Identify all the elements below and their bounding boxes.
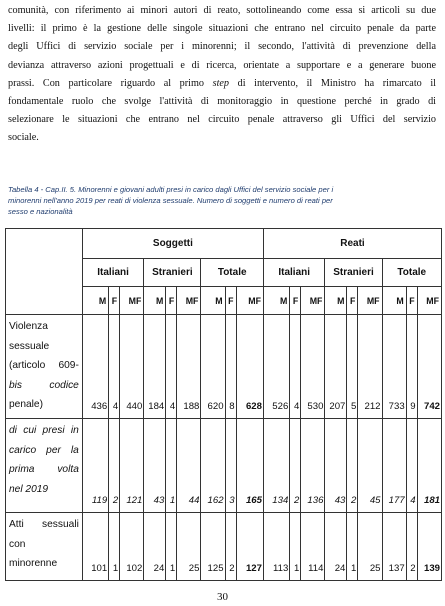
cell-value: 177 — [382, 419, 406, 513]
header-mf: MF — [301, 287, 325, 315]
cell-value: 184 — [144, 315, 166, 419]
data-table — [5, 228, 442, 581]
header-m: M — [82, 287, 108, 315]
caption-line: minorenni nell'anno 2019 per reati di violenza sessuale. Numero di soggetti e numero di reati per — [8, 196, 333, 206]
cell-value: 742 — [417, 315, 441, 419]
cell-value: 127 — [236, 513, 263, 581]
row-label — [6, 513, 83, 581]
paragraph-line: fondamentale ruolo che svolge l'attività di monitoraggio in questione perché in grado di — [8, 96, 436, 108]
row-label-line: Violenza — [9, 321, 48, 332]
caption-line: sesso e nazionalità — [8, 207, 73, 217]
paragraph-text: di intervento, il Ministro ha rimarcato il — [229, 77, 437, 89]
header-f: F — [109, 287, 120, 315]
cell-value: 25 — [358, 513, 382, 581]
header-f: F — [406, 287, 417, 315]
cell-value: 628 — [236, 315, 263, 419]
cell-value: 101 — [82, 513, 108, 581]
cell-value: 2 — [406, 513, 417, 581]
cell-value: 1 — [109, 513, 120, 581]
header-mf: MF — [177, 287, 201, 315]
cell-value: 1 — [347, 513, 358, 581]
row-label-text: bis codice — [9, 379, 79, 391]
cell-value: 2 — [109, 419, 120, 513]
cell-value: 44 — [177, 419, 201, 513]
header-mf: MF — [236, 287, 263, 315]
row-label-line: (articolo 609- — [9, 360, 79, 371]
cell-value: 436 — [82, 315, 108, 419]
cell-value: 136 — [301, 419, 325, 513]
header-mf: MF — [120, 287, 144, 315]
header-mf: MF — [358, 287, 382, 315]
cell-value: 733 — [382, 315, 406, 419]
paragraph-line: degli Uffici di servizio sociale per i minorenni; il secondo, l'attività di prevenzione della — [8, 41, 436, 53]
row-label — [6, 419, 83, 513]
table-row — [6, 513, 442, 581]
cell-value: 3 — [225, 419, 236, 513]
paragraph-line: selezionare le situazioni che entrano nel circuito penale attraverso gli Uffici del servizio — [8, 114, 436, 126]
header-stranieri: Stranieri — [325, 259, 382, 287]
paragraph-text: prassi. Con particolare riguardo al primo — [8, 77, 213, 89]
paragraph-italic-word: step — [212, 77, 230, 89]
table-row — [6, 315, 442, 419]
cell-value: 24 — [144, 513, 166, 581]
header-m: M — [201, 287, 225, 315]
cell-value: 1 — [290, 513, 301, 581]
table-caption — [8, 184, 438, 218]
row-label-line: minorenne — [9, 558, 58, 569]
cell-value: 102 — [120, 513, 144, 581]
header-totale: Totale — [382, 259, 441, 287]
cell-value: 2 — [290, 419, 301, 513]
cell-value: 5 — [347, 315, 358, 419]
cell-value: 4 — [166, 315, 177, 419]
row-label-line: di cui presi in — [9, 425, 79, 436]
row-label-line — [9, 376, 79, 396]
cell-value: 165 — [236, 419, 263, 513]
cell-value: 121 — [120, 419, 144, 513]
cell-value: 45 — [358, 419, 382, 513]
row-label-line: prima volta — [9, 464, 79, 475]
cell-value: 139 — [417, 513, 441, 581]
cell-value: 119 — [82, 419, 108, 513]
cell-value: 162 — [201, 419, 225, 513]
header-m: M — [263, 287, 289, 315]
row-label-line: carico per la — [9, 444, 79, 456]
paragraph-line: sociale. — [8, 132, 39, 144]
header-reati: Reati — [263, 229, 441, 259]
cell-value: 4 — [406, 419, 417, 513]
cell-value: 137 — [382, 513, 406, 581]
cell-value: 620 — [201, 315, 225, 419]
cell-value: 2 — [347, 419, 358, 513]
cell-value: 1 — [166, 419, 177, 513]
row-label-line: con — [9, 538, 26, 550]
caption-line: Tabella 4 - Cap.II. 5. Minorenni e giovani adulti presi in carico dagli Uffici del servizio sociale per i — [8, 185, 334, 194]
paragraph-line: livelli: il primo è la gestione delle singole situazioni che entrano nel circuito penale da parte — [8, 23, 436, 35]
cell-value: 2 — [225, 513, 236, 581]
header-f: F — [347, 287, 358, 315]
header-m: M — [325, 287, 347, 315]
table-row — [6, 419, 442, 513]
row-label-line: nel 2019 — [9, 483, 49, 495]
page-number: 30 — [217, 591, 228, 603]
header-soggetti: Soggetti — [82, 229, 263, 259]
cell-value: 25 — [177, 513, 201, 581]
body-paragraph — [8, 2, 436, 148]
header-mf: MF — [417, 287, 441, 315]
paragraph-line: comunità, con riferimento ai minori autori di reato, sottolineando come essa si articoli su due — [8, 5, 436, 16]
header-totale: Totale — [201, 259, 264, 287]
cell-value: 4 — [290, 315, 301, 419]
header-m: M — [382, 287, 406, 315]
cell-value: 530 — [301, 315, 325, 419]
cell-value: 43 — [144, 419, 166, 513]
cell-value: 125 — [201, 513, 225, 581]
header-italiani: Italiani — [82, 259, 143, 287]
cell-value: 188 — [177, 315, 201, 419]
cell-value: 43 — [325, 419, 347, 513]
header-stranieri: Stranieri — [144, 259, 201, 287]
header-f: F — [290, 287, 301, 315]
cell-value: 113 — [263, 513, 289, 581]
row-label-line: sessuale — [9, 340, 50, 352]
paragraph-line — [8, 75, 436, 93]
header-m: M — [144, 287, 166, 315]
cell-value: 9 — [406, 315, 417, 419]
cell-value: 1 — [166, 513, 177, 581]
cell-value: 207 — [325, 315, 347, 419]
cell-value: 440 — [120, 315, 144, 419]
header-italiani: Italiani — [263, 259, 324, 287]
cell-value: 526 — [263, 315, 289, 419]
cell-value: 8 — [225, 315, 236, 419]
cell-value: 4 — [109, 315, 120, 419]
row-label-line: Atti sessuali — [9, 519, 79, 530]
paragraph-line: devianza attraverso azioni progettuali e di ricerca, orientate a supportare e a generare buone — [8, 59, 436, 71]
cell-value: 24 — [325, 513, 347, 581]
empty-corner-cell — [6, 229, 83, 315]
header-f: F — [225, 287, 236, 315]
row-label — [6, 315, 83, 419]
cell-value: 114 — [301, 513, 325, 581]
cell-value: 181 — [417, 419, 441, 513]
header-f: F — [166, 287, 177, 315]
row-label-line: penale) — [9, 399, 43, 410]
cell-value: 212 — [358, 315, 382, 419]
cell-value: 134 — [263, 419, 289, 513]
